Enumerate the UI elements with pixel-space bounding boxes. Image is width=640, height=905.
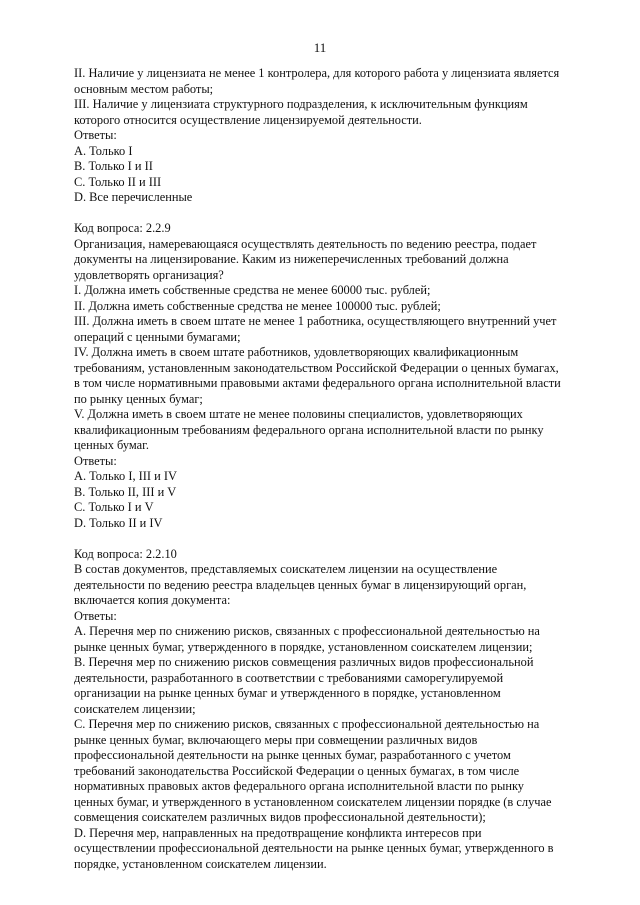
page-number: 11 (313, 40, 327, 55)
text-line: Организация, намеревающаяся осуществлять деятельность по ведению реестра, подает (74, 236, 537, 251)
text-line: профессиональной деятельности на рынке ценных бумаг, разработанного с учетом (74, 748, 511, 762)
text-line: C. Только II и III (74, 174, 162, 189)
text-line: деятельности по ведению реестра владельцев ценных бумаг в лицензирующий орган, (74, 577, 527, 592)
text-line: I. Должна иметь собственные средства не менее 60000 тыс. рублей; (74, 283, 431, 297)
text-line: рынке ценных бумаг, включающего меры при совмещении различных видов (74, 732, 478, 747)
text-line: соискателем лицензии; (74, 701, 196, 716)
text-line: В состав документов, представляемых соискателем лицензии на осуществление (74, 562, 498, 576)
text-line: в том числе нормативными правовыми актами федерального органа исполнительной власти (74, 376, 561, 390)
text-line: C. Перечня мер по снижению рисков, связанных с профессиональной деятельностью на (74, 717, 540, 731)
text-line: порядке, установленном соискателем лицензии. (74, 856, 327, 871)
text-line: нормативных правовых актов федерального органа исполнительной власти по рынку (74, 779, 524, 793)
text-line: включается копия документа: (74, 593, 231, 607)
text-line: требований законодательства Российской Федерации о ценных бумагах, в том числе (74, 763, 520, 778)
text-line: организации на рынке ценных бумаг и утвержденного в порядке, установленном (74, 686, 501, 700)
text-line: B. Только II, III и V (74, 484, 177, 499)
text-line: II. Наличие у лицензиата не менее 1 контролера, для которого работа у лицензиата является (74, 66, 560, 80)
text-line: II. Должна иметь собственные средства не менее 100000 тыс. рублей; (74, 298, 441, 313)
text-line: основным местом работы; (74, 81, 214, 96)
paragraph-gap (74, 531, 584, 547)
text-line: ценных бумаг. (74, 438, 149, 452)
text-line: ценных бумаг, и утвержденного в установленном соискателем лицензии порядке (в случае (74, 794, 552, 809)
text-line: удовлетворять организация? (74, 267, 224, 282)
text-line: Ответы: (74, 128, 117, 142)
text-line: документы на лицензирование. Каким из нижеперечисленных требований должна (74, 252, 509, 266)
text-line: III. Наличие у лицензиата структурного подразделения, к исключительным функциям (74, 97, 528, 111)
text-line: деятельности, разработанного в соответствии с требованиями саморегулируемой (74, 670, 504, 685)
text-line: B. Только I и II (74, 159, 153, 173)
text-line: осуществлении профессиональной деятельности на рынке ценных бумаг, утвержденного в (74, 841, 554, 855)
text-line: III. Должна иметь в своем штате не менее 1 работника, осуществляющего внутренний учет (74, 314, 557, 328)
text-line: D. Все перечисленные (74, 190, 193, 204)
text-line: V. Должна иметь в своем штате не менее половины специалистов, удовлетворяющих (74, 407, 523, 421)
text-line: D. Только II и IV (74, 515, 163, 530)
text-line: Код вопроса: 2.2.10 (74, 546, 177, 561)
text-line: которого относится осуществление лицензируемой деятельности. (74, 112, 422, 127)
text-line: Ответы: (74, 608, 117, 623)
text-line: A. Только I, III и IV (74, 469, 177, 483)
text-line: B. Перечня мер по снижению рисков совмещения различных видов профессиональной (74, 655, 534, 669)
text-line: рынке ценных бумаг, утвержденного в порядке, установленном соискателем лицензии; (74, 639, 533, 654)
text-line: D. Перечня мер, направленных на предотвращение конфликта интересов при (74, 825, 482, 840)
text-line: операций с ценными бумагами; (74, 329, 241, 344)
text-line: A. Перечня мер по снижению рисков, связанных с профессиональной деятельностью на (74, 624, 540, 638)
text-line: C. Только I и V (74, 500, 154, 514)
paragraph-gap (74, 206, 584, 222)
text-line: IV. Должна иметь в своем штате работников, удовлетворяющих квалификационным (74, 345, 519, 359)
text-line: Ответы: (74, 453, 117, 468)
document-body (74, 66, 584, 872)
text-line: требованиям, установленным законодательством Российской Федерации о ценных бумагах, (74, 360, 559, 375)
text-line: Код вопроса: 2.2.9 (74, 221, 171, 235)
text-line: совмещения соискателем различных видов профессиональной деятельности); (74, 810, 486, 824)
text-line: по рынку ценных бумаг; (74, 391, 203, 406)
text-line: A. Только I (74, 143, 133, 158)
text-line: квалификационным требованиям федерального органа исполнительной власти по рынку (74, 422, 544, 437)
